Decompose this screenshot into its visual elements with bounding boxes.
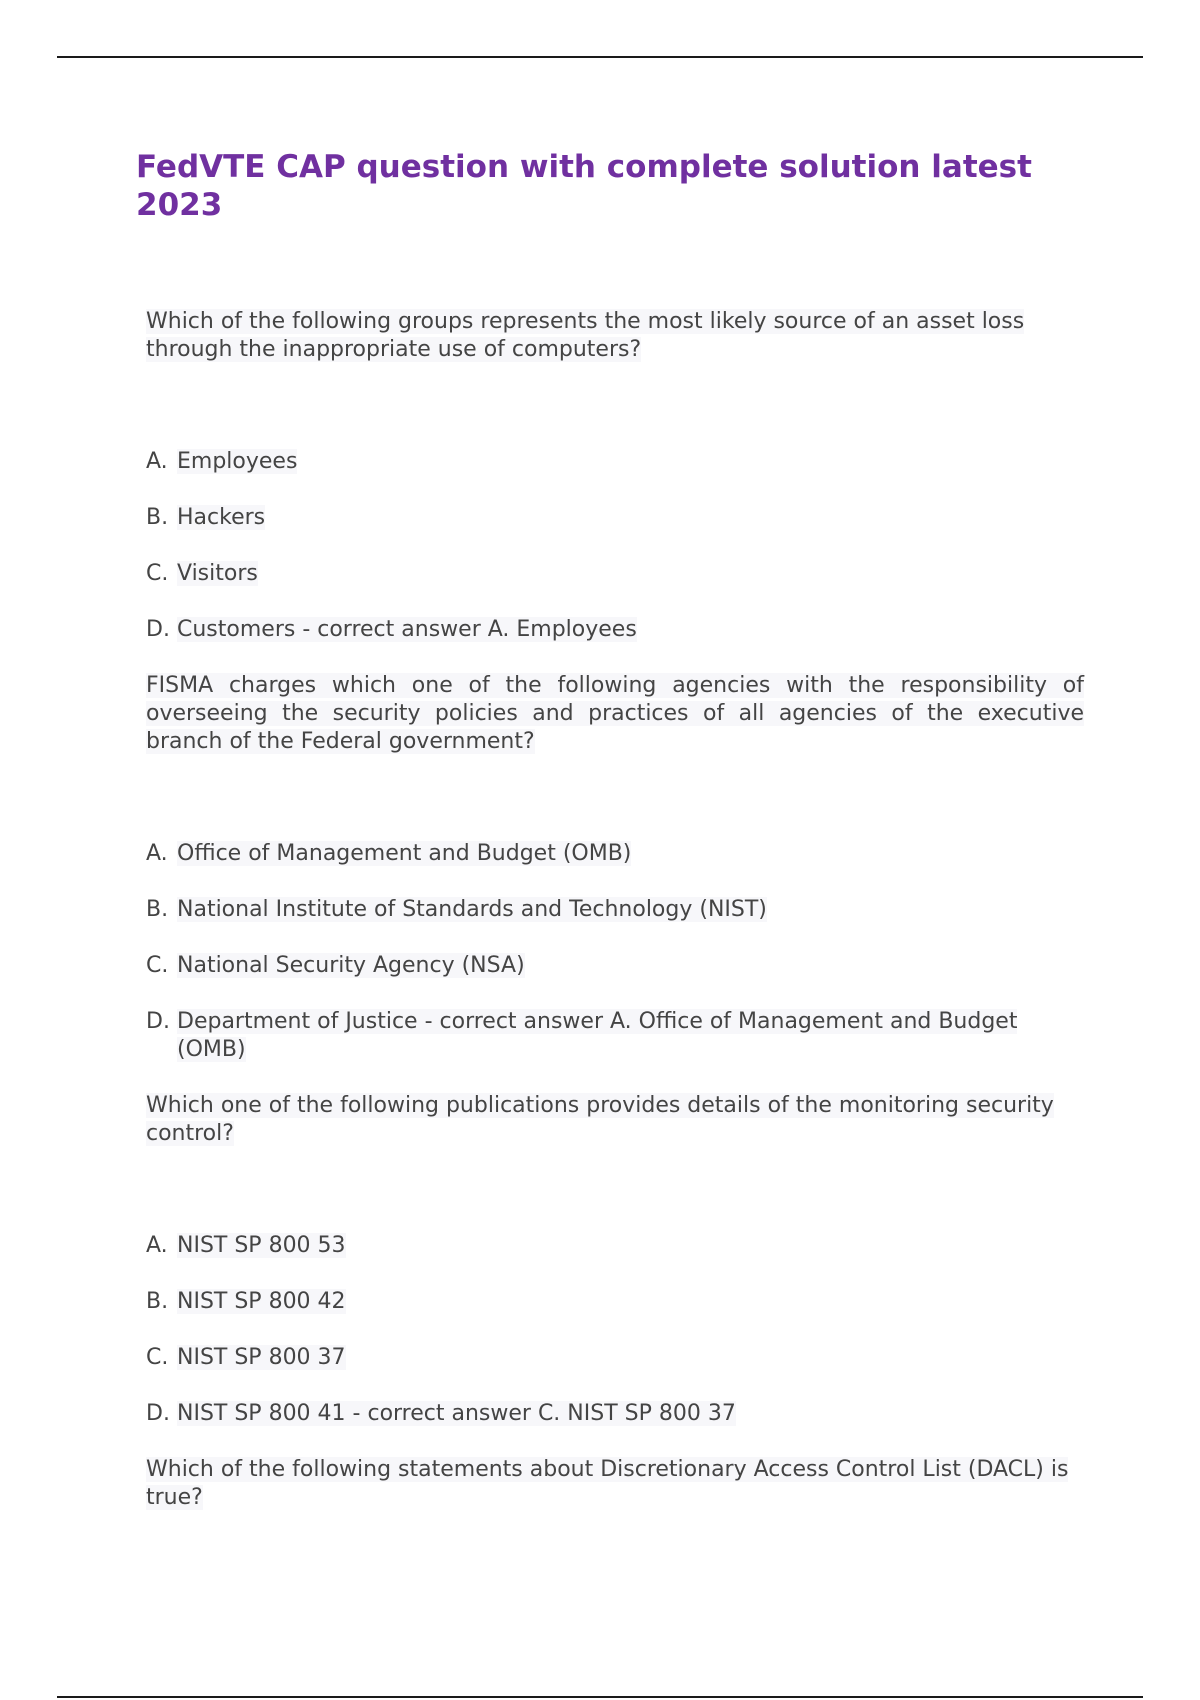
option-letter: D.: [146, 1009, 170, 1034]
option-letter: A.: [146, 841, 168, 866]
option-text: Office of Management and Budget (OMB): [177, 841, 632, 866]
option-text: NIST SP 800 53: [177, 1233, 346, 1258]
option-text: Department of Justice - correct answer A. Office of Management and Budget (OMB): [177, 1009, 1018, 1062]
document-title: FedVTE CAP question with complete solution latest 2023: [136, 149, 1032, 223]
option-text: Hackers: [177, 505, 266, 530]
option-item: [146, 560, 1084, 588]
option-item: [146, 1288, 1084, 1316]
question-1-text: Which of the following groups represents the most likely source of an asset loss through the inappropriate use of computers?: [146, 309, 1025, 362]
bottom-rule: [57, 1696, 1143, 1698]
question-2-text: FISMA charges which one of the following agencies with the responsibility of overseeing the security policies and practices of all agencies of the executive branch of the Federal government?: [146, 673, 1084, 754]
question-1: [146, 308, 1084, 364]
option-letter: C.: [146, 561, 169, 586]
option-item: [146, 840, 1084, 868]
document-body: [146, 308, 1084, 1512]
option-text: Visitors: [177, 561, 258, 586]
option-letter: A.: [146, 449, 168, 474]
option-letter: B.: [146, 897, 169, 922]
option-item: [146, 1232, 1084, 1260]
option-text: Customers - correct answer A. Employees: [177, 617, 637, 642]
option-item: [146, 1400, 1084, 1428]
option-letter: D.: [146, 1401, 170, 1426]
option-text: National Security Agency (NSA): [177, 953, 525, 978]
question-3: [146, 1092, 1084, 1148]
question-3-text: Which one of the following publications provides details of the monitoring security control?: [146, 1093, 1054, 1146]
option-letter: D.: [146, 617, 170, 642]
question-2: [146, 672, 1084, 756]
option-text: Employees: [177, 449, 298, 474]
option-item: [146, 952, 1084, 980]
option-letter: B.: [146, 1289, 169, 1314]
question-4: [146, 1456, 1084, 1512]
option-letter: B.: [146, 505, 169, 530]
question-4-text: Which of the following statements about Discretionary Access Control List (DACL) is true?: [146, 1457, 1069, 1510]
option-item: [146, 448, 1084, 476]
question-3-options: [146, 1232, 1084, 1428]
question-2-options: [146, 840, 1084, 1064]
option-item: [146, 1344, 1084, 1372]
option-letter: A.: [146, 1233, 168, 1258]
option-item: [146, 504, 1084, 532]
question-1-options: [146, 448, 1084, 644]
option-text: NIST SP 800 42: [177, 1289, 346, 1314]
option-item: [146, 1008, 1084, 1064]
option-text: NIST SP 800 37: [177, 1345, 346, 1370]
option-letter: C.: [146, 1345, 169, 1370]
option-text: NIST SP 800 41 - correct answer C. NIST SP 800 37: [177, 1401, 736, 1426]
option-text: National Institute of Standards and Technology (NIST): [177, 897, 767, 922]
option-item: [146, 616, 1084, 644]
top-rule: [57, 56, 1143, 58]
option-letter: C.: [146, 953, 169, 978]
option-item: [146, 896, 1084, 924]
